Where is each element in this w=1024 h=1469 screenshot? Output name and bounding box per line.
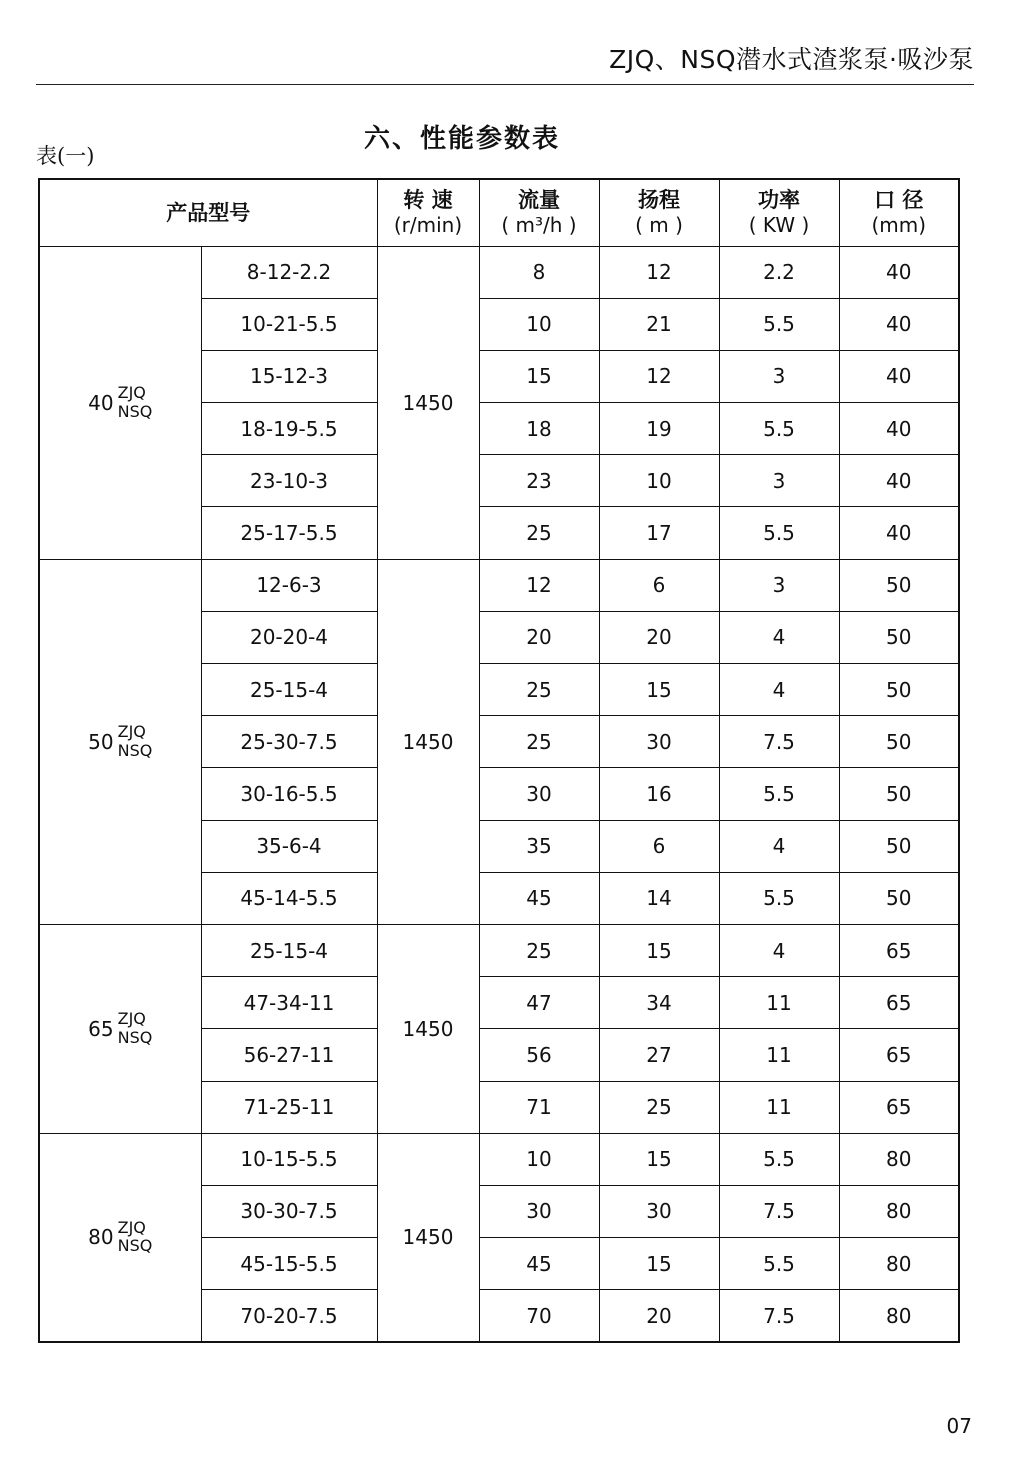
model-code: 71-25-11 xyxy=(201,1081,377,1133)
model-code: 15-12-3 xyxy=(201,350,377,402)
flow-value: 25 xyxy=(479,716,599,768)
series-tag-bottom: NSQ xyxy=(117,1236,153,1256)
header-head-unit: ( m ) xyxy=(635,213,683,238)
caliber-value: 65 xyxy=(839,977,959,1029)
table-row xyxy=(39,924,959,976)
head-value: 25 xyxy=(599,1081,719,1133)
header-speed-unit: (r/min) xyxy=(393,213,463,238)
head-value: 6 xyxy=(599,820,719,872)
flow-value: 56 xyxy=(479,1029,599,1081)
header-power xyxy=(719,179,839,246)
header-flow-unit: ( m³/h ) xyxy=(501,213,577,238)
model-code: 30-30-7.5 xyxy=(201,1185,377,1237)
series-tags xyxy=(118,384,153,421)
series-label xyxy=(39,559,201,924)
flow-value: 10 xyxy=(479,1133,599,1185)
series-tags xyxy=(118,1219,153,1256)
header-caliber-label: 口 径 xyxy=(874,188,924,213)
series-label xyxy=(39,246,201,559)
power-value: 3 xyxy=(719,455,839,507)
model-code: 10-15-5.5 xyxy=(201,1133,377,1185)
power-value: 3 xyxy=(719,559,839,611)
header-head-label: 扬程 xyxy=(638,188,680,213)
series-label-wrap xyxy=(88,723,152,760)
head-value: 10 xyxy=(599,455,719,507)
series-tag-top: ZJQ xyxy=(117,722,146,742)
caliber-value: 40 xyxy=(839,507,959,559)
caliber-value: 80 xyxy=(839,1133,959,1185)
model-code: 25-15-4 xyxy=(201,924,377,976)
power-value: 7.5 xyxy=(719,716,839,768)
model-code: 10-21-5.5 xyxy=(201,298,377,350)
head-value: 15 xyxy=(599,1133,719,1185)
caliber-value: 40 xyxy=(839,403,959,455)
flow-value: 20 xyxy=(479,611,599,663)
header-flow xyxy=(479,179,599,246)
model-code: 8-12-2.2 xyxy=(201,246,377,298)
caliber-value: 40 xyxy=(839,246,959,298)
header-head xyxy=(599,179,719,246)
caliber-value: 80 xyxy=(839,1238,959,1290)
power-value: 5.5 xyxy=(719,298,839,350)
power-value: 11 xyxy=(719,977,839,1029)
head-value: 19 xyxy=(599,403,719,455)
table-row xyxy=(39,559,959,611)
power-value: 5.5 xyxy=(719,872,839,924)
series-number: 65 xyxy=(88,1016,114,1041)
caliber-value: 65 xyxy=(839,924,959,976)
model-code: 56-27-11 xyxy=(201,1029,377,1081)
series-tag-bottom: NSQ xyxy=(117,740,153,760)
page-header xyxy=(36,40,974,85)
power-value: 5.5 xyxy=(719,1238,839,1290)
power-value: 3 xyxy=(719,350,839,402)
power-value: 4 xyxy=(719,664,839,716)
power-value: 4 xyxy=(719,924,839,976)
power-value: 11 xyxy=(719,1029,839,1081)
head-value: 12 xyxy=(599,350,719,402)
series-label-wrap xyxy=(88,1219,152,1256)
flow-value: 47 xyxy=(479,977,599,1029)
power-value: 5.5 xyxy=(719,768,839,820)
header-caliber xyxy=(839,179,959,246)
caliber-value: 50 xyxy=(839,768,959,820)
model-code: 12-6-3 xyxy=(201,559,377,611)
header-caliber-unit: (mm) xyxy=(871,213,927,238)
flow-value: 12 xyxy=(479,559,599,611)
caliber-value: 40 xyxy=(839,455,959,507)
caliber-value: 50 xyxy=(839,611,959,663)
head-value: 14 xyxy=(599,872,719,924)
power-value: 11 xyxy=(719,1081,839,1133)
head-value: 15 xyxy=(599,1238,719,1290)
page-number: 07 xyxy=(946,1414,972,1438)
model-code: 25-30-7.5 xyxy=(201,716,377,768)
series-label xyxy=(39,924,201,1133)
caliber-value: 65 xyxy=(839,1081,959,1133)
table-row xyxy=(39,246,959,298)
caliber-value: 80 xyxy=(839,1185,959,1237)
head-value: 17 xyxy=(599,507,719,559)
header-model: 产品型号 xyxy=(39,179,377,246)
caliber-value: 50 xyxy=(839,559,959,611)
series-tag-top: ZJQ xyxy=(117,383,146,403)
series-label-wrap xyxy=(88,384,152,421)
head-value: 30 xyxy=(599,716,719,768)
caliber-value: 80 xyxy=(839,1290,959,1342)
power-value: 7.5 xyxy=(719,1290,839,1342)
caliber-value: 65 xyxy=(839,1029,959,1081)
caliber-value: 50 xyxy=(839,664,959,716)
caliber-value: 40 xyxy=(839,350,959,402)
table-body xyxy=(39,246,959,1342)
caliber-value: 50 xyxy=(839,820,959,872)
speed-value: 1450 xyxy=(377,1133,479,1342)
head-value: 20 xyxy=(599,1290,719,1342)
speed-value: 1450 xyxy=(377,924,479,1133)
model-code: 23-10-3 xyxy=(201,455,377,507)
head-value: 27 xyxy=(599,1029,719,1081)
flow-value: 8 xyxy=(479,246,599,298)
power-value: 5.5 xyxy=(719,1133,839,1185)
head-value: 12 xyxy=(599,246,719,298)
series-label xyxy=(39,1133,201,1342)
speed-value: 1450 xyxy=(377,559,479,924)
model-code: 25-15-4 xyxy=(201,664,377,716)
power-value: 5.5 xyxy=(719,507,839,559)
head-value: 34 xyxy=(599,977,719,1029)
series-tag-top: ZJQ xyxy=(117,1217,146,1237)
speed-value: 1450 xyxy=(377,246,479,559)
header-title: ZJQ、NSQ潜水式渣浆泵·吸沙泵 xyxy=(609,45,974,74)
series-tag-bottom: NSQ xyxy=(117,1027,153,1047)
header-speed-label: 转 速 xyxy=(403,188,453,213)
flow-value: 15 xyxy=(479,350,599,402)
caliber-value: 50 xyxy=(839,872,959,924)
flow-value: 10 xyxy=(479,298,599,350)
flow-value: 25 xyxy=(479,664,599,716)
flow-value: 23 xyxy=(479,455,599,507)
series-number: 80 xyxy=(88,1225,114,1250)
model-code: 45-14-5.5 xyxy=(201,872,377,924)
head-value: 6 xyxy=(599,559,719,611)
model-code: 18-19-5.5 xyxy=(201,403,377,455)
power-value: 4 xyxy=(719,611,839,663)
header-flow-label: 流量 xyxy=(518,188,560,213)
table-label: 表(一) xyxy=(36,144,95,168)
power-value: 2.2 xyxy=(719,246,839,298)
head-value: 21 xyxy=(599,298,719,350)
header-speed xyxy=(377,179,479,246)
flow-value: 35 xyxy=(479,820,599,872)
flow-value: 70 xyxy=(479,1290,599,1342)
caliber-value: 40 xyxy=(839,298,959,350)
section-title: 六、性能参数表 xyxy=(364,124,561,154)
head-value: 20 xyxy=(599,611,719,663)
model-code: 45-15-5.5 xyxy=(201,1238,377,1290)
head-value: 16 xyxy=(599,768,719,820)
power-value: 5.5 xyxy=(719,403,839,455)
head-value: 15 xyxy=(599,664,719,716)
model-code: 35-6-4 xyxy=(201,820,377,872)
flow-value: 25 xyxy=(479,507,599,559)
caliber-value: 50 xyxy=(839,716,959,768)
flow-value: 18 xyxy=(479,403,599,455)
flow-value: 71 xyxy=(479,1081,599,1133)
flow-value: 45 xyxy=(479,872,599,924)
table-row xyxy=(39,1133,959,1185)
model-code: 70-20-7.5 xyxy=(201,1290,377,1342)
flow-value: 45 xyxy=(479,1238,599,1290)
model-code: 25-17-5.5 xyxy=(201,507,377,559)
series-tag-top: ZJQ xyxy=(117,1009,146,1029)
model-code: 30-16-5.5 xyxy=(201,768,377,820)
header-power-label: 功率 xyxy=(758,188,800,213)
flow-value: 30 xyxy=(479,1185,599,1237)
power-value: 4 xyxy=(719,820,839,872)
table-header-row xyxy=(39,179,959,246)
header-power-unit: ( KW ) xyxy=(748,213,810,238)
power-value: 7.5 xyxy=(719,1185,839,1237)
series-tag-bottom: NSQ xyxy=(117,401,153,421)
head-value: 30 xyxy=(599,1185,719,1237)
flow-value: 30 xyxy=(479,768,599,820)
series-label-wrap xyxy=(88,1010,152,1047)
series-number: 50 xyxy=(88,729,114,754)
performance-table xyxy=(38,178,960,1343)
series-tags xyxy=(118,1010,153,1047)
series-number: 40 xyxy=(88,390,114,415)
series-tags xyxy=(118,723,153,760)
head-value: 15 xyxy=(599,924,719,976)
model-code: 47-34-11 xyxy=(201,977,377,1029)
model-code: 20-20-4 xyxy=(201,611,377,663)
flow-value: 25 xyxy=(479,924,599,976)
